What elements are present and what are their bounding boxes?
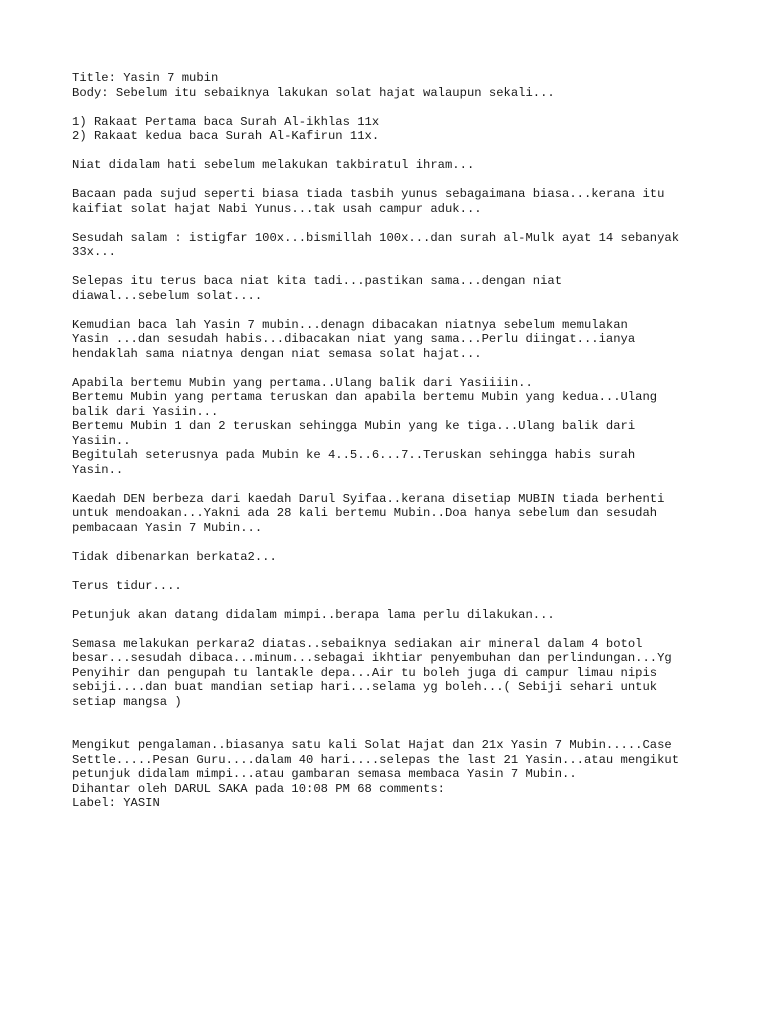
paragraph-kaedah-line: pembacaan Yasin 7 Mubin... (72, 520, 263, 535)
paragraph-kaedah-line: Kaedah DEN berbeza dari kaedah Darul Syifaa..kerana disetiap MUBIN tiada berhenti (72, 491, 665, 506)
paragraph-semasa-line: Semasa melakukan perkara2 diatas..sebaiknya sediakan air mineral dalam 4 botol (72, 636, 643, 651)
paragraph-apabila-line: Yasin.. (72, 462, 124, 477)
paragraph-mengikut-line: Mengikut pengalaman..biasanya satu kali Solat Hajat dan 21x Yasin 7 Mubin.....Case (72, 738, 672, 752)
paragraph-apabila-line: Begitulah seterusnya pada Mubin ke 4..5..6...7..Teruskan sehingga habis surah (72, 448, 636, 462)
post-label-line: Label: YASIN (72, 796, 160, 810)
paragraph-terus: Terus tidur.... (72, 578, 182, 593)
doc-title-line: Title: Yasin 7 mubin (72, 71, 219, 85)
document-page (72, 71, 712, 811)
blank-line (72, 303, 712, 318)
paragraph-sujud-line: Bacaan pada sujud seperti biasa tiada tasbih yunus sebagaimana biasa...kerana itu (72, 187, 665, 201)
blank-line (72, 361, 712, 376)
blank-line (72, 100, 712, 115)
step-line: 2) Rakaat kedua baca Surah Al-Kafirun 11x. (72, 129, 380, 143)
paragraph-mengikut-line: petunjuk didalam mimpi...atau gambaran semasa membaca Yasin 7 Mubin.. (72, 767, 577, 781)
blank-line (72, 260, 712, 275)
blank-line (72, 709, 712, 724)
paragraph-kemudian-line: Kemudian baca lah Yasin 7 mubin...denagn dibacakan niatnya sebelum memulakan (72, 317, 628, 332)
paragraph-apabila-line: balik dari Yasiin... (72, 404, 219, 419)
paragraph-kaedah-line: untuk mendoakan...Yakni ada 28 kali bertemu Mubin..Doa hanya sebelum dan sesudah (72, 506, 658, 520)
paragraph-kemudian-line: Yasin ...dan sesudah habis...dibacakan niat yang sama...Perlu diingat...ianya (72, 332, 636, 346)
paragraph-selepas-line: diawal...sebelum solat.... (72, 288, 263, 303)
paragraph-semasa-line: sebiji....dan buat mandian setiap hari...selama yg boleh...( Sebiji sehari untuk (72, 680, 658, 694)
paragraph-mengikut-line: Settle.....Pesan Guru....dalam 40 hari....selepas the last 21 Yasin...atau mengikut (72, 752, 680, 767)
blank-line (72, 724, 712, 739)
paragraph-sujud-line: kaifiat solat hajat Nabi Yunus...tak usah campur aduk... (72, 201, 482, 216)
paragraph-apabila-line: Bertemu Mubin yang pertama teruskan dan apabila bertemu Mubin yang kedua...Ulang (72, 390, 658, 404)
blank-line (72, 535, 712, 550)
paragraph-apabila-line: Bertemu Mubin 1 dan 2 teruskan sehingga Mubin yang ke tiga...Ulang balik dari (72, 419, 636, 433)
doc-body-line: Body: Sebelum itu sebaiknya lakukan solat hajat walaupun sekali... (72, 85, 555, 100)
post-meta-line: Dihantar oleh DARUL SAKA pada 10:08 PM 68 comments: (72, 781, 445, 796)
paragraph-semasa-line: besar...sesudah dibaca...minum...sebagai ikhtiar penyembuhan dan perlindungan...Yg (72, 651, 672, 665)
paragraph-semasa-line: setiap mangsa ) (72, 694, 182, 709)
blank-line (72, 564, 712, 579)
blank-line (72, 173, 712, 188)
paragraph-apabila-line: Yasiin.. (72, 433, 131, 448)
step-line: 1) Rakaat Pertama baca Surah Al-ikhlas 11x (72, 114, 380, 129)
blank-line (72, 593, 712, 608)
blank-line (72, 144, 712, 159)
blank-line (72, 216, 712, 231)
paragraph-selepas-line: Selepas itu terus baca niat kita tadi...pastikan sama...dengan niat (72, 274, 563, 288)
paragraph-kemudian-line: hendaklah sama niatnya dengan niat semasa solat hajat... (72, 346, 482, 361)
paragraph-salam-line: Sesudah salam : istigfar 100x...bismillah 100x...dan surah al-Mulk ayat 14 sebanyak (72, 230, 680, 245)
paragraph-semasa-line: Penyihir dan pengupah tu lantakle depa...Air tu boleh juga di campur limau nipis (72, 665, 658, 680)
blank-line (72, 622, 712, 637)
paragraph-niat: Niat didalam hati sebelum melakukan takbiratul ihram... (72, 158, 475, 172)
blank-line (72, 477, 712, 492)
paragraph-salam-line: 33x... (72, 245, 116, 259)
paragraph-apabila-line: Apabila bertemu Mubin yang pertama..Ulang balik dari Yasiiiin.. (72, 375, 533, 390)
paragraph-petunjuk: Petunjuk akan datang didalam mimpi..berapa lama perlu dilakukan... (72, 607, 555, 622)
paragraph-tidak: Tidak dibenarkan berkata2... (72, 549, 277, 564)
